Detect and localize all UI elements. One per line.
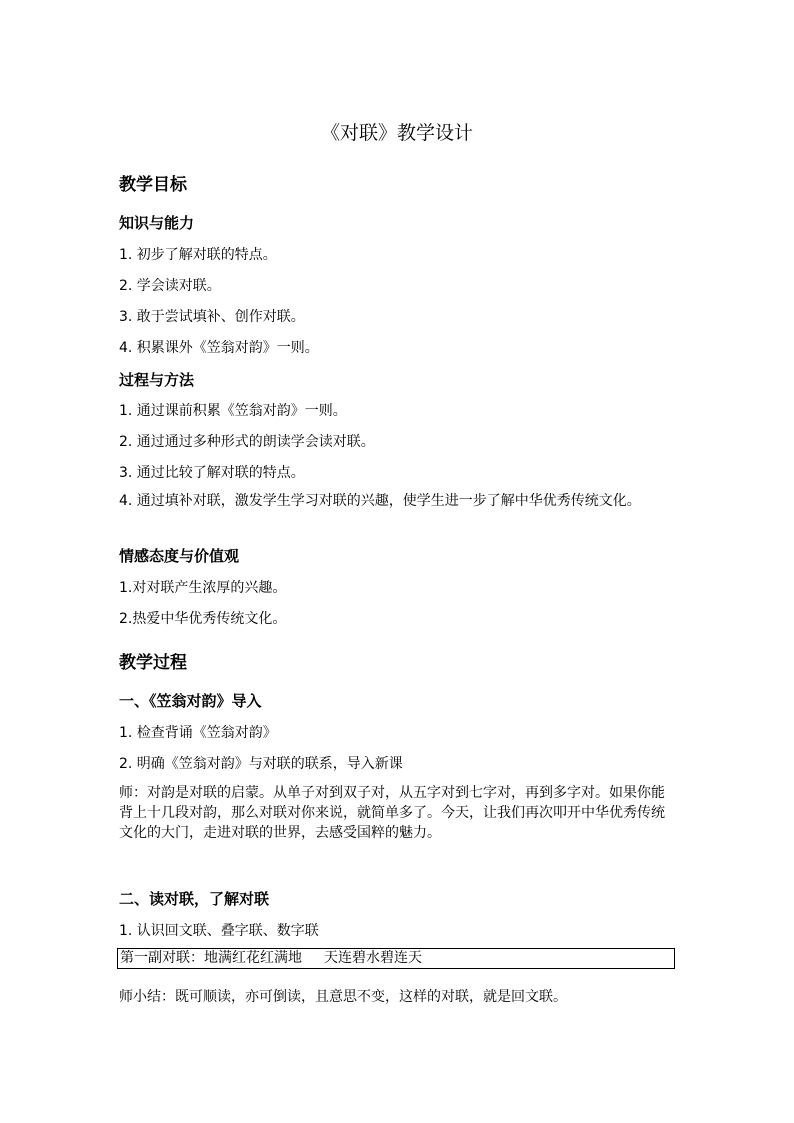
heading-emotion-values: 情感态度与价值观 [119, 547, 240, 565]
list-item: 1. 检查背诵《笠翁对韵》 [119, 725, 277, 741]
heading-process-method: 过程与方法 [119, 371, 195, 389]
list-item: 1. 初步了解对联的特点。 [119, 247, 277, 263]
heading-teaching-goals: 教学目标 [119, 175, 187, 195]
list-item: 4. 通过填补对联，激发学生学习对联的兴趣，使学生进一步了解中华优秀传统文化。 [119, 493, 641, 509]
couplet-second-line: 天连碧水碧连天 [324, 950, 422, 966]
list-item: 3. 通过比较了解对联的特点。 [119, 465, 305, 481]
teacher-summary: 师小结：既可顺读，亦可倒读，且意思不变，这样的对联，就是回文联。 [119, 989, 567, 1005]
list-item: 4. 积累课外《笠翁对韵》一则。 [119, 340, 319, 356]
list-item: 3. 敢于尝试填补、创作对联。 [119, 309, 305, 325]
couplet-first-line: 第一副对联：地满红花红满地 [120, 950, 302, 966]
list-item: 2.热爱中华优秀传统文化。 [119, 611, 287, 627]
heading-part-two: 二、读对联，了解对联 [119, 890, 270, 908]
list-item: 1. 认识回文联、叠字联、数字联 [119, 923, 319, 939]
document-title: 《对联》教学设计 [320, 122, 473, 144]
list-item: 2. 学会读对联。 [119, 278, 221, 294]
list-item: 1. 通过课前积累《笠翁对韵》一则。 [119, 403, 347, 419]
list-item: 1.对对联产生浓厚的兴趣。 [119, 580, 287, 596]
heading-teaching-process: 教学过程 [119, 653, 187, 673]
list-item: 2. 通过通过多种形式的朗读学会读对联。 [119, 434, 375, 450]
couplet-box [117, 948, 675, 969]
heading-knowledge-ability: 知识与能力 [119, 214, 195, 232]
list-item: 2. 明确《笠翁对韵》与对联的联系，导入新课 [119, 756, 403, 772]
heading-part-one: 一、《笠翁对韵》导入 [119, 692, 262, 710]
teacher-paragraph: 师：对韵是对联的启蒙。从单子对到双子对，从五字对到七字对，再到多字对。如果你能背上十几段对韵，那么对联对你来说，就简单多了。今天，让我们再次叩开中华优秀传统文化的大门，走进对联的世界，去感受国粹的魅力。 [119, 785, 665, 841]
